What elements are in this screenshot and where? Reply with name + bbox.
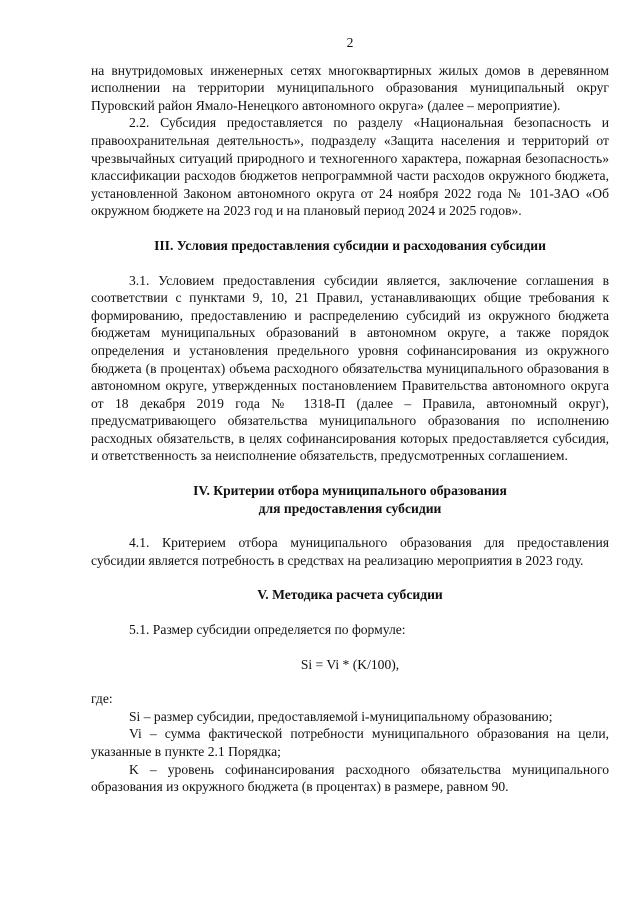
definition-vi: Vi – сумма фактической потребности муниципального образования на цели, указанные в пункте 2.1 Порядка; <box>91 726 609 759</box>
section-5-heading: V. Методика расчета субсидии <box>257 587 443 603</box>
where-label: где: <box>91 691 113 707</box>
paragraph-intro: на внутридомовых инженерных сетях многоквартирных жилых домов в деревянном исполнении на территории муниципального образования муниципальный округ Пуровский район Ямало-Ненецкого автономного округа» (далее – мероприятие). <box>91 62 609 113</box>
page-number: 2 <box>346 35 354 50</box>
section-4-heading-line2: для предоставления субсидии <box>258 500 442 516</box>
formula: Si = Vi * (K/100), <box>300 656 400 672</box>
paragraph-4-1: 4.1. Критерием отбора муниципального образования для предоставления субсидии является потребность в средствах на реализацию мероприятия в 2023 году. <box>91 535 609 568</box>
paragraph-5-1: 5.1. Размер субсидии определяется по формуле: <box>129 622 406 638</box>
document-page <box>91 34 609 796</box>
paragraph-2-2: 2.2. Субсидия предоставляется по разделу «Национальная безопасность и правоохранительная деятельность», подразделу «Защита населения и территорий от чрезвычайных ситуаций природного и техногенного характера, пожарная безопасность» классификации расходов бюджетов непрограммной части расходов окружного бюджета, установленной Законом автономного округа от 24 ноября 2022 года № 101-ЗАО «Об окружном бюджете на 2023 год и на плановый период 2024 и 2025 годов». <box>91 115 609 219</box>
definition-k: K – уровень софинансирования расходного обязательства муниципального образования из окружного бюджета (в процентах) в размере, равном 90. <box>91 761 609 795</box>
section-4-heading <box>91 482 609 517</box>
section-4-heading-line1: IV. Критерии отбора муниципального образования <box>193 483 507 499</box>
definition-si: Si – размер субсидии, предоставляемой i-муниципальному образованию; <box>129 708 553 724</box>
paragraph-3-1: 3.1. Условием предоставления субсидии является, заключение соглашения в соответствии с пунктами 9, 10, 21 Правил, устанавливающих общие требования к формированию, предоставлению и распределению субсидий из окружного бюджета бюджетам муниципальных образований в автономном округе, а также порядок определения и установления предельного уровня софинансирования из окружного бюджета (в процентах) объема расходного обязательства муниципального образования в автономном округе, утвержденных постановлением Правительства автономного округа от 18 декабря 2019 года № 1318-П (далее – Правила, автономный округ), предусматривающего обязательства муниципального образования по исполнению расходных обязательств, в целях софинансирования которых предоставляется субсидия, и ответственность за неисполнение обязательств, предусмотренных соглашением. <box>91 272 609 464</box>
section-3-heading: III. Условия предоставления субсидии и расходования субсидии <box>154 237 546 253</box>
